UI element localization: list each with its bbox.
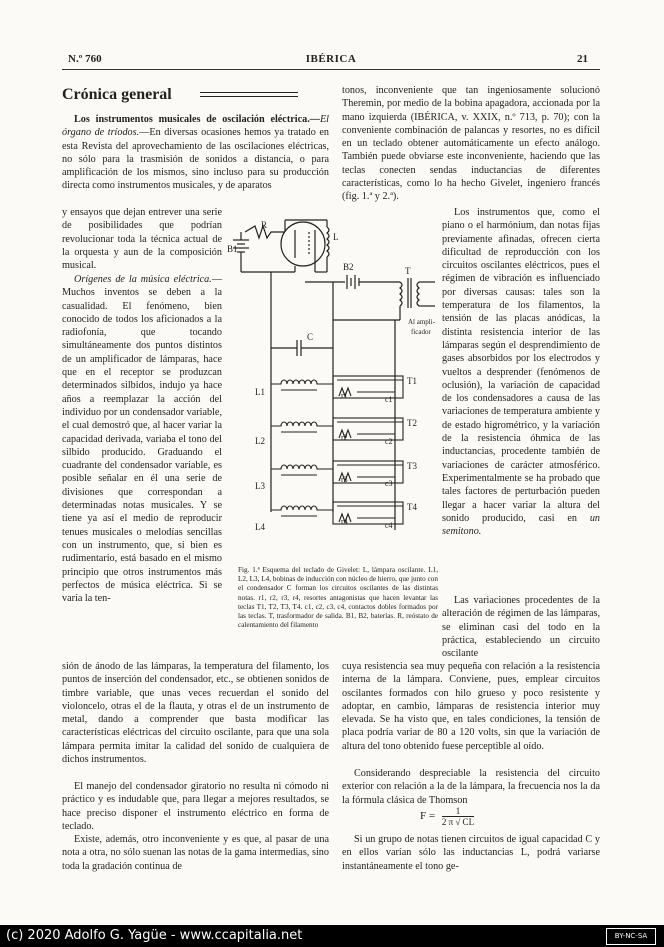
article-paragraph-3: El manejo del condensador giratorio no resulta ni cómodo ni práctico y es indudable que, para llegar a mejores resultados, se hace preciso disponer el instrumento eléctrico en forma de teclado. [62,781,329,832]
label-L1: L1 [255,387,265,397]
formula-denominator: 2 π √ CL [441,817,475,827]
article-intro-text: —En diversas ocasiones hemos ya tratado en esta Revista del aprovechamiento de las oscilaciones eléctricas, no sólo para la trasmisión de sonidos a distancia, o para amplificación de los mismos, sino incluso para su producción directa como instrumentos musicales, y de aparatos [62,127,330,192]
output-transformer-icon [400,282,402,306]
article-intro [62,113,329,193]
label-R: R [261,220,268,230]
subheading-italic: Orígenes de la música eléctrica. [74,274,212,285]
article-heading-italic: El órgano de tríodos. [62,114,329,139]
circuit-diagram [225,212,440,562]
label-r3: r3 [341,475,348,484]
paragraph-2-text: —Muchos inventos se deben a la casualidad. El fenómeno, bien conocido de todos los aficionados a la radiofonía, que tocando simultáneamente dos puntos distintos de un amplificador de lámparas, hace que en el receptor se produzcan determinados silbidos, indujo ya hace años a reemplazar la acción del individuo por un condensador variable, el cual demostró que, al hacer variar la capacidad derivada, variaba el tono del silbido producido. Graduando el cuadrante del condensador variable, es posible señalar en él una serie de divisiones que correspondan a determinadas notas musicales. Y se tiene ya así el medio de reproducir tenues musicales o melodías sencillas con un instrumento, que, si bien es rudimentario, está basado en el mismo principio que otros instrumentos más perfectos de música eléctrica. Si se varía la ten- [62,274,222,605]
key-circuit-row [271,461,403,483]
right-paragraph-3: Las variaciones procedentes de la alteración de régimen de las lámparas, se eliminan casi del todo en la práctica, estableciendo un circuito oscilante [442,595,600,660]
label-c2: c2 [385,437,393,446]
label-L3: L3 [255,481,265,491]
key-circuit-row [271,502,403,524]
label-T: T [405,266,411,276]
formula-numerator: 1 [442,806,474,817]
label-T3: T3 [407,461,417,471]
article-heading-bold: Los instrumentos musicales de oscilación eléctrica.— [74,114,320,125]
label-L2: L2 [255,436,265,446]
journal-title: IBÉRICA [305,53,357,65]
title-double-rule [200,92,298,97]
thomson-formula [420,806,474,827]
right-paragraph-2-text: Los instrumentos que, como el piano o el harmónium, dan notas fijas previamente afinadas, ofrecen cierta dificultad de reproducción con los circuitos oscilantes eléctricos, pues el régimen de vibración es influenciado por diversas causas: tales son la temperatura de los filamentos, la tensión de las placas anódicas, la distinta resistencia interior de las lámparas según el desprendimiento de gases absorbidos por los electrodos y vueltos a desprender (fenómenos de oclusión), la variación de capacidad de los condensadores a causa de las variaciones de temperatura ambiente y de estado higrométrico, y la variación de la resistencia óhmica de las inductancias, procedente también de variaciones de carácter atmosférico. Experimentalmente se ha probado que tales factores de perturbación pueden llegar a hacer variar la altura del sonido producido, casi en [442,207,600,524]
article-paragraph-1b: y ensayos que dejan entrever una serie de posibilidades que podrían revolucionar toda la técnica actual de la orquesta y aun de la composición musical. [62,207,222,272]
article-paragraph-4: Existe, además, otro inconveniente y es que, al pasar de una nota a otra, no sólo suenan las notas de la gama intermedias, sino toda la gradación continua de [62,834,329,872]
right-paragraph-2 [442,206,600,538]
label-T2: T2 [407,418,417,428]
label-amplifier-1: Al ampli- [408,318,436,326]
label-L: L [333,232,339,242]
semitone-italic: un semitono. [442,512,601,538]
right-paragraph-1: tonos, inconveniente que tan ingeniosamente solucionó Theremin, por medio de la bobina apagadora, accionada por la mano izquierda (IBÉRICA, v. XXIX, n.º 713, p. 70); con la conveniente combinación de palancas y resortes, no es difícil en un teclado obtener automáticamente un efecto análogo. También puede obviarse este inconveniente, haciendo que las teclas conecten sendas inductancias de diferentes características, como lo ha hecho Givelet, ingeniero francés (fig. 1.ª y 2.ª). [342,85,600,203]
header-rule [62,69,600,70]
right-paragraph-5: Si un grupo de notas tienen circuitos de igual capacidad C y en ellos varían sólo las inductancias L, podrá variarse instantáneamente el tono ge- [342,834,600,872]
right-paragraph-3-cont: cuya resistencia sea muy pequeña con relación a la resistencia interna de la lámpara. Conviene, pues, emplear circuitos oscilantes formados con hilo grueso y poco resistente y adoptar, en cambio, lámparas de resistencia interior muy elevada. Se ha visto que, en tales condiciones, la tensión de placa podría variar de 80 a 120 volts, sin que la variación de altura del tono obtenido fuese perceptible al oído. [342,661,600,752]
label-r1: r1 [341,391,348,400]
label-r4: r4 [341,517,348,526]
label-T1: T1 [407,376,417,386]
label-B1: B1 [227,244,238,254]
label-c1: c1 [385,395,393,404]
label-amplifier-2: ficador [411,328,431,336]
section-title: Crónica general [62,86,172,103]
label-C: C [307,332,314,342]
key-circuit-row [271,418,403,440]
license-footer [0,925,664,947]
coil-L-icon [327,227,329,257]
label-c4: c4 [385,521,393,530]
article-paragraph-2 [62,273,222,605]
label-c3: c3 [385,479,393,488]
label-r2: r2 [341,433,348,442]
triode-lamp-icon [281,222,325,266]
cc-license-badge: BY-NC-SA [606,928,656,945]
formula-lhs: F = [420,810,436,823]
page-number: 21 [577,53,588,65]
article-paragraph-2-cont: sión de ánodo de las lámparas, la temperatura del filamento, los puntos de inserción del condensador, etc., se obtienen sonidos de timbre variable, que unas veces recuerdan el sonido del violoncelo, otras el de la flauta, y otras el de un instrumento de metal, dando a comprender que basta modificar las características eléctricas del circuito oscilante, para que una sola lámpara permita imitar la calidad del sonido de cualquiera de dichos instrumentos. [62,661,329,766]
label-B2: B2 [343,262,354,272]
figure-caption: Fig. 1.ª Esquema del teclado de Givelet: L, lámpara oscilante. L1, L2, L3, L4, bobinas de inducción con núcleo de hierro, que junto con el condensador C forman los circuitos oscilantes de las distintas notas. r1, r2, r3, r4, resortes antagonistas que hacen levantar las teclas T1, T2, T3, T4. c1, c2, c3, c4, contactos dobles formados por las teclas. T, trasformador de salida. B1, B2, baterías. R, reóstato de calentamiento del filamento [238,566,438,630]
issue-number: N.º 760 [68,53,102,65]
formula-fraction [442,806,474,827]
page-header [62,53,600,67]
label-L4: L4 [255,522,265,532]
right-paragraph-4: Considerando despreciable la resistencia del circuito exterior con relación a la de la lámpara, la frecuencia nos la da la fórmula clásica de Thomson [342,768,600,806]
key-circuit-row [271,376,403,398]
copyright-text: (c) 2020 Adolfo G. Yagüe - www.ccapitalia.net [6,928,303,943]
label-T4: T4 [407,502,417,512]
